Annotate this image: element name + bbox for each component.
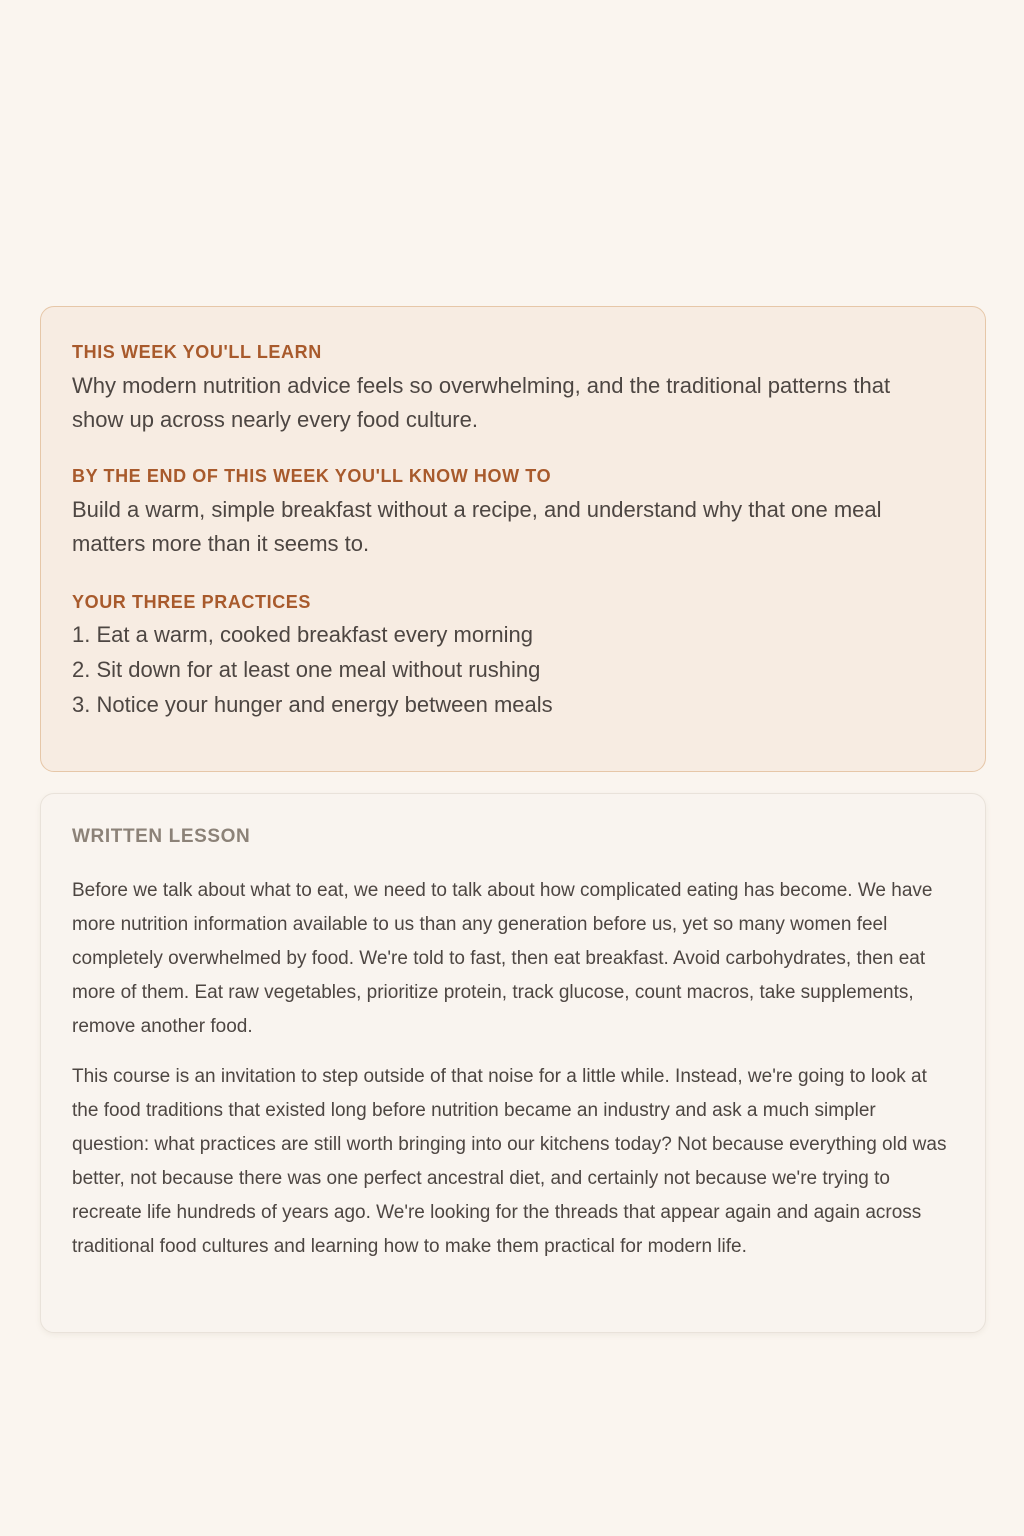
lesson-paragraph: Before we talk about what to eat, we need to talk about how complicated eating has become. We have more nutrition information available to us than any generation before us, yet so many women feel completely overwhelmed by food. We're told to fast, then eat breakfast. Avoid carbohydrates, then eat more of them. Eat raw vegetables, prioritize protein, track glucose, count macros, take supplements, remove another food. <box>72 880 933 1037</box>
lesson-paragraph: This course is an invitation to step outside of that noise for a little while. Instead, we're going to look at the food traditions that existed long before nutrition became an industry and ask a much simpler question: what practices are still worth bringing into our kitchens today? Not because everything old was better, not because there was one perfect ancestral diet, and certainly not because we're trying to recreate life hundreds of years ago. We're looking for the threads that appear again and again across traditional food cultures and learning how to make them practical for modern life. <box>72 1066 947 1257</box>
learn-description: Why modern nutrition advice feels so overwhelming, and the traditional patterns that show up across nearly every food culture. <box>72 373 891 432</box>
outcome-heading: BY THE END OF THIS WEEK YOU'LL KNOW HOW TO <box>72 466 552 486</box>
practice-item: 1. Eat a warm, cooked breakfast every morning <box>72 622 533 647</box>
practices-heading: YOUR THREE PRACTICES <box>72 592 312 612</box>
written-lesson-heading: WRITTEN LESSON <box>72 826 251 847</box>
learn-heading: THIS WEEK YOU'LL LEARN <box>72 342 322 362</box>
outcome-description: Build a warm, simple breakfast without a recipe, and understand why that one meal matters more than it seems to. <box>72 497 882 556</box>
practices-list <box>72 617 954 722</box>
practice-item: 2. Sit down for at least one meal without rushing <box>72 657 541 682</box>
written-lesson-card <box>40 793 986 1333</box>
week-summary-card <box>40 306 986 772</box>
practice-item: 3. Notice your hunger and energy between meals <box>72 692 553 717</box>
